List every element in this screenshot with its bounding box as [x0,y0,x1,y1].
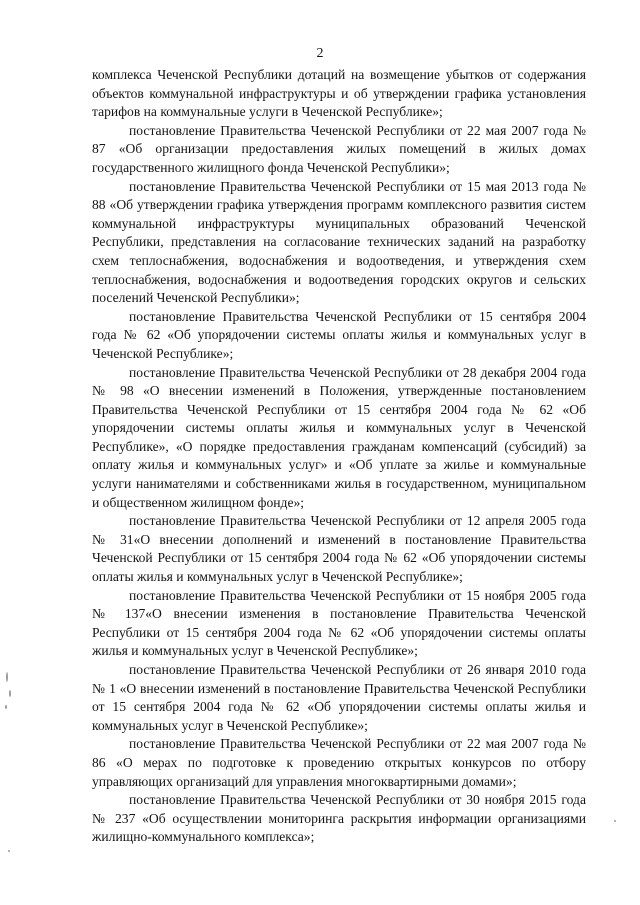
paragraph-7: постановление Правительства Чеченской Республики от 15 ноября 2005 года № 137«О внесении изменения в постановление Правительства Чеченской Республики от 15 сентября 2004 года № 62 «Об упорядочении системы оплаты жилья и коммунальных услуг в Чеченской Республике»; [92,587,586,659]
paragraph-6: постановление Правительства Чеченской Республики от 12 апреля 2005 года № 31«О внесении дополнений и изменений в постановление Правительства Чеченской Республики от 15 сентября 2004 года № 62 «Об упорядочении системы оплаты жилья и коммунальных услуг в Чеченской Республике»; [92,513,586,585]
paragraph-4: постановление Правительства Чеченской Республики от 15 сентября 2004 года № 62 «Об упорядочении системы оплаты жилья и коммунальных услуг в Чеченской Республике»; [92,308,586,361]
page-number: 2 [316,46,324,61]
scan-speck [8,850,10,852]
paragraph-10: постановление Правительства Чеченской Республики от 30 ноября 2015 года № 237 «Об осуществлении мониторинга раскрытия информации организациями жилищно-коммунального комплекса»; [92,792,586,845]
scan-speck [9,690,11,697]
paragraph-1: комплекса Чеченской Республики дотаций на возмещение убытков от содержания объектов коммунальной инфраструктуры и об утверждении графика установления тарифов на коммунальные услуги в Чеченской Республике»; [92,67,586,120]
paragraph-3: постановление Правительства Чеченской Республики от 15 мая 2013 года № 88 «Об утверждении графика утверждения программ комплексного развития систем коммунальной инфраструктуры муниципальных образований Чеченской Республики, представления на согласование технических заданий на разработку схем теплоснабжения, водоснабжения и водоотведения, и утверждения схем теплоснабжения, водоснабжения и водоотведения городских округов и сельских поселений Чеченской Республики»; [92,178,586,306]
scan-speck [5,705,7,709]
paragraph-9: постановление Правительства Чеченской Республики от 22 мая 2007 года № 86 «О мерах по подготовке к проведению открытых конкурсов по отбору управляющих организаций для управления многоквартирными домами»; [92,736,586,789]
scan-speck [614,820,616,822]
paragraph-5: постановление Правительства Чеченской Республики от 28 декабря 2004 года № 98 «О внесении изменений в Положения, утвержденные постановлением Правительства Чеченской Республики от 15 сентября 2004 года № 62 «Об упорядочении системы оплаты жилья и коммунальных услуг в Чеченской Республике», «О порядке предоставления гражданам компенсаций (субсидий) за оплату жилья и коммунальных услуг» и «Об уплате за жилье и коммунальные услуги нанимателями и собственниками жилья в государственном, муниципальном и общественном жилищном фонде»; [92,364,586,510]
scan-speck [6,672,8,682]
document-body [92,66,586,847]
paragraph-2: постановление Правительства Чеченской Республики от 22 мая 2007 года № 87 «Об организации предоставления жилых помещений в жилых домах государственного жилищного фонда Чеченской Республики»; [92,122,586,175]
paragraph-8: постановление Правительства Чеченской Республики от 26 января 2010 года № 1 «О внесении изменений в постановление Правительства Чеченской Республики от 15 сентября 2004 года № 62 «Об упорядочении системы оплаты жилья и коммунальных услуг в Чеченской Республике»; [92,662,586,733]
